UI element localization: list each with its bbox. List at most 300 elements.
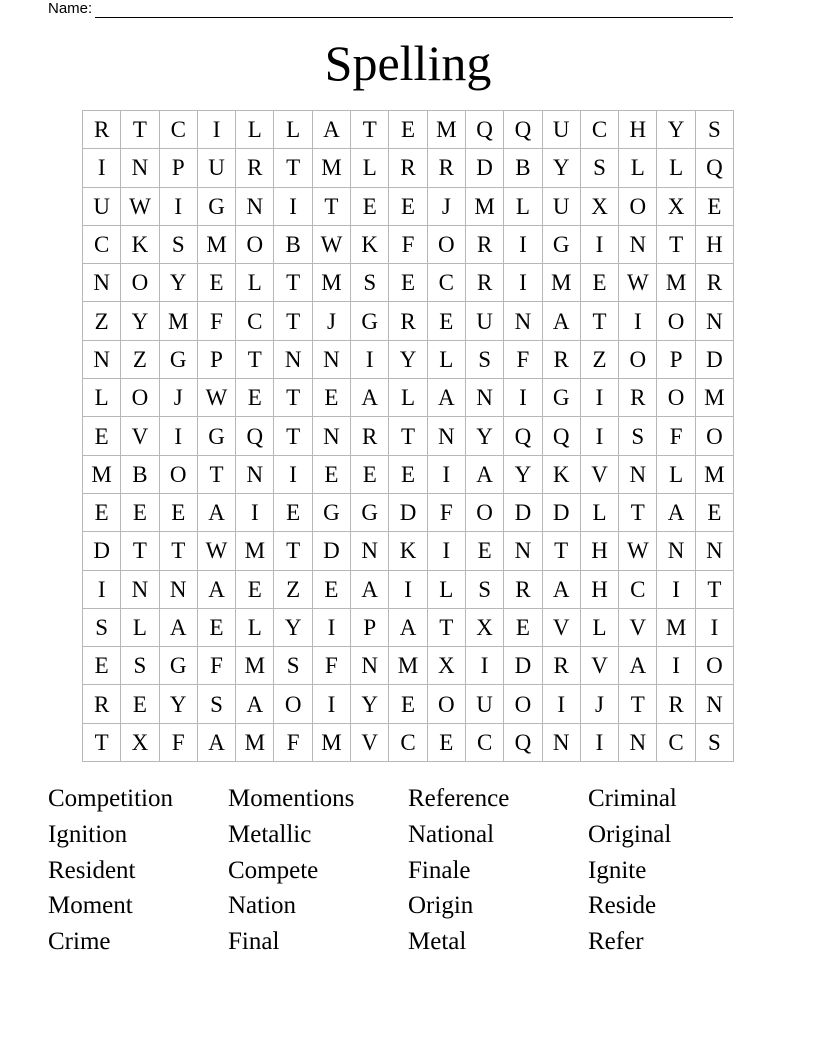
grid-cell[interactable]: M (312, 264, 350, 302)
grid-cell[interactable]: T (580, 302, 618, 340)
grid-cell[interactable]: L (427, 570, 465, 608)
grid-cell[interactable]: I (427, 455, 465, 493)
grid-cell[interactable]: N (657, 532, 695, 570)
grid-cell[interactable]: F (159, 723, 197, 761)
grid-cell[interactable]: V (580, 455, 618, 493)
grid-cell[interactable]: C (83, 225, 121, 263)
grid-cell[interactable]: R (83, 685, 121, 723)
grid-cell[interactable]: S (351, 264, 389, 302)
grid-cell[interactable]: W (312, 225, 350, 263)
grid-cell[interactable]: M (389, 647, 427, 685)
grid-cell[interactable]: T (542, 532, 580, 570)
grid-cell[interactable]: D (695, 340, 733, 378)
grid-cell[interactable]: Q (695, 149, 733, 187)
grid-cell[interactable]: R (83, 111, 121, 149)
grid-cell[interactable]: J (580, 685, 618, 723)
grid-cell[interactable]: S (465, 340, 503, 378)
grid-cell[interactable]: E (197, 608, 235, 646)
grid-cell[interactable]: I (236, 493, 274, 531)
grid-cell[interactable]: X (465, 608, 503, 646)
grid-cell[interactable]: Y (389, 340, 427, 378)
grid-cell[interactable]: R (542, 340, 580, 378)
word-list-item: Moment (48, 892, 133, 920)
grid-cell[interactable]: T (197, 455, 235, 493)
grid-cell[interactable]: L (427, 340, 465, 378)
grid-cell[interactable]: I (389, 570, 427, 608)
grid-cell[interactable]: P (197, 340, 235, 378)
grid-cell[interactable]: G (159, 340, 197, 378)
grid-cell[interactable]: G (351, 493, 389, 531)
grid-cell[interactable]: L (351, 149, 389, 187)
grid-cell[interactable]: N (312, 417, 350, 455)
grid-cell[interactable]: V (351, 723, 389, 761)
grid-cell[interactable]: V (542, 608, 580, 646)
grid-cell[interactable]: E (580, 264, 618, 302)
grid-cell[interactable]: M (657, 608, 695, 646)
grid-cell[interactable]: Z (121, 340, 159, 378)
grid-cell[interactable]: N (236, 455, 274, 493)
grid-cell[interactable]: E (351, 455, 389, 493)
grid-cell[interactable]: N (83, 264, 121, 302)
grid-cell[interactable]: F (274, 723, 312, 761)
grid-cell[interactable]: V (619, 608, 657, 646)
grid-cell[interactable]: Q (236, 417, 274, 455)
grid-cell[interactable]: X (580, 187, 618, 225)
grid-cell[interactable]: J (159, 379, 197, 417)
grid-cell[interactable]: Y (542, 149, 580, 187)
grid-cell[interactable]: A (619, 647, 657, 685)
grid-cell[interactable]: W (197, 379, 235, 417)
grid-cell[interactable]: O (695, 417, 733, 455)
grid-cell[interactable]: B (121, 455, 159, 493)
grid-cell[interactable]: E (695, 187, 733, 225)
grid-cell[interactable]: T (312, 187, 350, 225)
grid-cell[interactable]: O (657, 302, 695, 340)
grid-cell[interactable]: A (197, 493, 235, 531)
grid-cell[interactable]: N (274, 340, 312, 378)
grid-cell[interactable]: L (657, 149, 695, 187)
grid-cell[interactable]: A (657, 493, 695, 531)
word-list-item: Final (228, 928, 280, 956)
grid-cell[interactable]: Y (504, 455, 542, 493)
grid-cell[interactable]: D (465, 149, 503, 187)
grid-cell[interactable]: T (83, 723, 121, 761)
grid-cell[interactable]: I (657, 647, 695, 685)
grid-cell[interactable]: H (580, 532, 618, 570)
grid-cell[interactable]: R (465, 264, 503, 302)
grid-cell[interactable]: G (312, 493, 350, 531)
grid-cell[interactable]: E (389, 685, 427, 723)
grid-cell[interactable]: N (351, 647, 389, 685)
grid-cell[interactable]: I (619, 302, 657, 340)
grid-cell[interactable]: E (695, 493, 733, 531)
grid-cell[interactable]: T (274, 264, 312, 302)
grid-cell[interactable]: M (236, 723, 274, 761)
grid-cell[interactable]: S (274, 647, 312, 685)
word-list-item: Compete (228, 856, 319, 884)
grid-cell[interactable]: E (312, 455, 350, 493)
grid-cell[interactable]: I (159, 417, 197, 455)
grid-cell[interactable]: T (159, 532, 197, 570)
grid-cell[interactable]: U (542, 187, 580, 225)
word-list-item: Momentions (228, 785, 355, 812)
grid-cell[interactable]: C (580, 111, 618, 149)
grid-cell[interactable]: Q (504, 111, 542, 149)
grid-cell[interactable]: M (465, 187, 503, 225)
grid-cell[interactable]: N (159, 570, 197, 608)
grid-cell[interactable]: Q (504, 417, 542, 455)
grid-cell[interactable]: E (159, 493, 197, 531)
grid-cell[interactable]: T (274, 302, 312, 340)
grid-cell[interactable]: C (389, 723, 427, 761)
grid-cell[interactable]: E (312, 379, 350, 417)
grid-cell[interactable]: H (695, 225, 733, 263)
grid-cell[interactable]: A (312, 111, 350, 149)
grid-cell[interactable]: M (427, 111, 465, 149)
grid-cell[interactable]: E (427, 302, 465, 340)
grid-cell[interactable]: G (351, 302, 389, 340)
grid-cell[interactable]: Z (274, 570, 312, 608)
grid-cell[interactable]: F (427, 493, 465, 531)
grid-cell[interactable]: C (159, 111, 197, 149)
grid-cell[interactable]: N (351, 532, 389, 570)
grid-cell[interactable]: N (427, 417, 465, 455)
grid-cell[interactable]: R (619, 379, 657, 417)
grid-cell[interactable]: I (312, 608, 350, 646)
grid-cell[interactable]: O (465, 493, 503, 531)
grid-cell[interactable]: G (197, 187, 235, 225)
grid-cell[interactable]: N (695, 302, 733, 340)
grid-cell[interactable]: T (121, 111, 159, 149)
grid-cell[interactable]: M (695, 379, 733, 417)
grid-cell[interactable]: E (236, 570, 274, 608)
grid-cell[interactable]: F (197, 302, 235, 340)
grid-cell[interactable]: W (619, 264, 657, 302)
grid-cell[interactable]: K (351, 225, 389, 263)
grid-cell[interactable]: T (351, 111, 389, 149)
grid-cell[interactable]: A (351, 379, 389, 417)
grid-cell[interactable]: R (504, 570, 542, 608)
grid-cell[interactable]: O (619, 187, 657, 225)
grid-cell[interactable]: Y (274, 608, 312, 646)
grid-row (83, 723, 734, 761)
grid-cell[interactable]: F (389, 225, 427, 263)
grid-cell[interactable]: Y (121, 302, 159, 340)
grid-cell[interactable]: I (351, 340, 389, 378)
grid-cell[interactable]: N (542, 723, 580, 761)
grid-cell[interactable]: O (427, 225, 465, 263)
grid-cell[interactable]: R (695, 264, 733, 302)
grid-row (83, 149, 734, 187)
grid-cell[interactable]: Y (657, 111, 695, 149)
grid-cell[interactable]: S (619, 417, 657, 455)
grid-cell[interactable]: F (657, 417, 695, 455)
grid-cell[interactable]: E (389, 264, 427, 302)
grid-cell[interactable]: C (619, 570, 657, 608)
grid-cell[interactable]: I (274, 455, 312, 493)
grid-cell[interactable]: V (121, 417, 159, 455)
grid-cell[interactable]: O (121, 264, 159, 302)
grid-cell[interactable]: S (197, 685, 235, 723)
grid-cell[interactable]: T (657, 225, 695, 263)
grid-cell[interactable]: M (312, 723, 350, 761)
grid-cell[interactable]: O (695, 647, 733, 685)
grid-cell[interactable]: T (121, 532, 159, 570)
grid-cell[interactable]: L (121, 608, 159, 646)
grid-cell[interactable]: U (197, 149, 235, 187)
grid-cell[interactable]: E (389, 111, 427, 149)
grid-cell[interactable]: E (274, 493, 312, 531)
grid-cell[interactable]: H (580, 570, 618, 608)
grid-cell[interactable]: S (695, 111, 733, 149)
grid-cell[interactable]: L (389, 379, 427, 417)
grid-cell[interactable]: L (83, 379, 121, 417)
grid-cell[interactable]: I (312, 685, 350, 723)
grid-cell[interactable]: N (83, 340, 121, 378)
grid-cell[interactable]: D (389, 493, 427, 531)
grid-cell[interactable]: J (312, 302, 350, 340)
grid-cell[interactable]: E (312, 570, 350, 608)
grid-cell[interactable]: A (389, 608, 427, 646)
grid-cell[interactable]: B (504, 149, 542, 187)
grid-cell[interactable]: K (389, 532, 427, 570)
grid-cell[interactable]: E (351, 187, 389, 225)
grid-cell[interactable]: E (389, 187, 427, 225)
grid-cell[interactable]: E (83, 417, 121, 455)
grid-cell[interactable]: T (274, 532, 312, 570)
grid-cell[interactable]: S (83, 608, 121, 646)
grid-cell[interactable]: I (542, 685, 580, 723)
grid-cell[interactable]: O (657, 379, 695, 417)
grid-cell[interactable]: S (159, 225, 197, 263)
grid-cell[interactable]: S (121, 647, 159, 685)
grid-cell[interactable]: R (236, 149, 274, 187)
grid-cell[interactable]: Y (351, 685, 389, 723)
grid-cell[interactable]: E (83, 493, 121, 531)
grid-cell[interactable]: R (427, 149, 465, 187)
grid-cell[interactable]: P (657, 340, 695, 378)
grid-cell[interactable]: X (427, 647, 465, 685)
grid-cell[interactable]: Y (465, 417, 503, 455)
grid-cell[interactable]: Z (83, 302, 121, 340)
grid-cell[interactable]: L (236, 608, 274, 646)
grid-cell[interactable]: I (504, 225, 542, 263)
grid-cell[interactable]: K (121, 225, 159, 263)
grid-cell[interactable]: G (159, 647, 197, 685)
grid-cell[interactable]: I (427, 532, 465, 570)
grid-cell[interactable]: S (580, 149, 618, 187)
grid-cell[interactable]: O (504, 685, 542, 723)
grid-cell[interactable]: Z (580, 340, 618, 378)
grid-cell[interactable]: S (465, 570, 503, 608)
grid-cell[interactable]: M (312, 149, 350, 187)
grid-cell[interactable]: Q (465, 111, 503, 149)
grid-cell[interactable]: L (274, 111, 312, 149)
grid-cell[interactable]: D (83, 532, 121, 570)
grid-cell[interactable]: J (427, 187, 465, 225)
grid-cell[interactable]: L (236, 111, 274, 149)
grid-cell[interactable]: C (236, 302, 274, 340)
grid-cell[interactable]: R (542, 647, 580, 685)
grid-cell[interactable]: N (695, 532, 733, 570)
grid-cell[interactable]: M (236, 647, 274, 685)
grid-cell[interactable]: A (351, 570, 389, 608)
grid-cell[interactable]: N (619, 723, 657, 761)
grid-cell[interactable]: N (236, 187, 274, 225)
grid-cell[interactable]: A (465, 455, 503, 493)
grid-cell[interactable]: D (504, 647, 542, 685)
grid-cell[interactable]: T (619, 685, 657, 723)
grid-cell[interactable]: W (197, 532, 235, 570)
grid-cell[interactable]: C (427, 264, 465, 302)
grid-cell[interactable]: I (159, 187, 197, 225)
grid-cell[interactable]: L (619, 149, 657, 187)
page-title: Spelling (324, 35, 492, 91)
grid-cell[interactable]: V (580, 647, 618, 685)
grid-cell[interactable]: T (389, 417, 427, 455)
grid-cell[interactable]: R (465, 225, 503, 263)
grid-cell[interactable]: M (657, 264, 695, 302)
grid-cell[interactable]: M (159, 302, 197, 340)
grid-cell[interactable]: L (657, 455, 695, 493)
grid-cell[interactable]: E (121, 685, 159, 723)
grid-cell[interactable]: F (197, 647, 235, 685)
grid-cell[interactable]: L (504, 187, 542, 225)
grid-row (83, 111, 734, 149)
grid-cell[interactable]: L (236, 264, 274, 302)
grid-cell[interactable]: Q (504, 723, 542, 761)
grid-cell[interactable]: O (236, 225, 274, 263)
grid-cell[interactable]: I (504, 264, 542, 302)
grid-cell[interactable]: N (504, 302, 542, 340)
grid-cell[interactable]: T (427, 608, 465, 646)
grid-cell[interactable]: S (695, 723, 733, 761)
grid-cell[interactable]: R (351, 417, 389, 455)
grid-cell[interactable]: M (236, 532, 274, 570)
grid-cell[interactable]: P (351, 608, 389, 646)
grid-cell[interactable]: E (504, 608, 542, 646)
grid-cell[interactable]: T (619, 493, 657, 531)
grid-cell[interactable]: N (695, 685, 733, 723)
grid-cell[interactable]: A (197, 570, 235, 608)
grid-cell[interactable]: E (236, 379, 274, 417)
grid-cell[interactable]: G (197, 417, 235, 455)
grid-cell[interactable]: T (274, 417, 312, 455)
grid-cell[interactable]: P (159, 149, 197, 187)
grid-cell[interactable]: N (121, 149, 159, 187)
grid-cell[interactable]: A (542, 302, 580, 340)
grid-cell[interactable]: G (542, 379, 580, 417)
grid-cell[interactable]: L (580, 493, 618, 531)
grid-cell[interactable]: T (274, 149, 312, 187)
grid-cell[interactable]: I (197, 111, 235, 149)
grid-cell[interactable]: A (197, 723, 235, 761)
grid-cell[interactable]: L (580, 608, 618, 646)
grid-cell[interactable]: E (389, 455, 427, 493)
grid-cell[interactable]: O (159, 455, 197, 493)
grid-cell[interactable]: F (504, 340, 542, 378)
grid-cell[interactable]: N (121, 570, 159, 608)
grid-cell[interactable]: I (504, 379, 542, 417)
grid-cell[interactable]: I (695, 608, 733, 646)
grid-cell[interactable]: E (197, 264, 235, 302)
grid-cell[interactable]: D (542, 493, 580, 531)
grid-cell[interactable]: E (465, 532, 503, 570)
grid-cell[interactable]: M (83, 455, 121, 493)
grid-cell[interactable]: U (542, 111, 580, 149)
grid-cell[interactable]: K (542, 455, 580, 493)
grid-cell[interactable]: I (580, 225, 618, 263)
grid-cell[interactable]: A (542, 570, 580, 608)
grid-cell[interactable]: B (274, 225, 312, 263)
grid-cell[interactable]: W (121, 187, 159, 225)
word-list-item: Finale (408, 856, 471, 884)
grid-cell[interactable]: Y (159, 264, 197, 302)
grid-cell[interactable]: I (580, 379, 618, 417)
grid-cell[interactable]: G (542, 225, 580, 263)
grid-cell[interactable]: T (695, 570, 733, 608)
grid-cell[interactable]: I (83, 570, 121, 608)
grid-cell[interactable]: I (657, 570, 695, 608)
grid-cell[interactable]: N (619, 225, 657, 263)
grid-cell[interactable]: R (657, 685, 695, 723)
grid-cell[interactable]: Q (542, 417, 580, 455)
grid-cell[interactable]: A (236, 685, 274, 723)
grid-cell[interactable]: O (274, 685, 312, 723)
grid-cell[interactable]: E (121, 493, 159, 531)
name-field (48, 0, 733, 18)
grid-cell[interactable]: C (657, 723, 695, 761)
grid-cell[interactable]: C (465, 723, 503, 761)
grid-cell[interactable]: F (312, 647, 350, 685)
grid-cell[interactable]: T (274, 379, 312, 417)
grid-cell[interactable]: I (274, 187, 312, 225)
grid-cell[interactable]: N (312, 340, 350, 378)
grid-cell[interactable]: N (504, 532, 542, 570)
grid-cell[interactable]: H (619, 111, 657, 149)
grid-cell[interactable]: Y (159, 685, 197, 723)
grid-cell[interactable]: U (465, 685, 503, 723)
grid-cell[interactable]: I (83, 149, 121, 187)
grid-cell[interactable]: X (121, 723, 159, 761)
grid-cell[interactable]: D (504, 493, 542, 531)
grid-cell[interactable]: U (83, 187, 121, 225)
grid-cell[interactable]: O (121, 379, 159, 417)
grid-cell[interactable]: O (427, 685, 465, 723)
grid-cell[interactable]: I (465, 647, 503, 685)
grid-cell[interactable]: M (695, 455, 733, 493)
grid-cell[interactable]: I (580, 417, 618, 455)
grid-cell[interactable]: M (542, 264, 580, 302)
grid-cell[interactable]: I (580, 723, 618, 761)
grid-cell[interactable]: R (389, 149, 427, 187)
grid-cell[interactable]: X (657, 187, 695, 225)
grid-cell[interactable]: D (312, 532, 350, 570)
name-blank-line[interactable] (95, 2, 733, 18)
grid-cell[interactable]: W (619, 532, 657, 570)
grid-cell[interactable]: N (465, 379, 503, 417)
grid-cell[interactable]: N (619, 455, 657, 493)
grid-cell[interactable]: U (465, 302, 503, 340)
grid-cell[interactable]: A (427, 379, 465, 417)
grid-cell[interactable]: E (427, 723, 465, 761)
grid-cell[interactable]: E (83, 647, 121, 685)
grid-cell[interactable]: M (197, 225, 235, 263)
grid-cell[interactable]: T (236, 340, 274, 378)
grid-cell[interactable]: R (389, 302, 427, 340)
grid-cell[interactable]: A (159, 608, 197, 646)
grid-cell[interactable]: O (619, 340, 657, 378)
